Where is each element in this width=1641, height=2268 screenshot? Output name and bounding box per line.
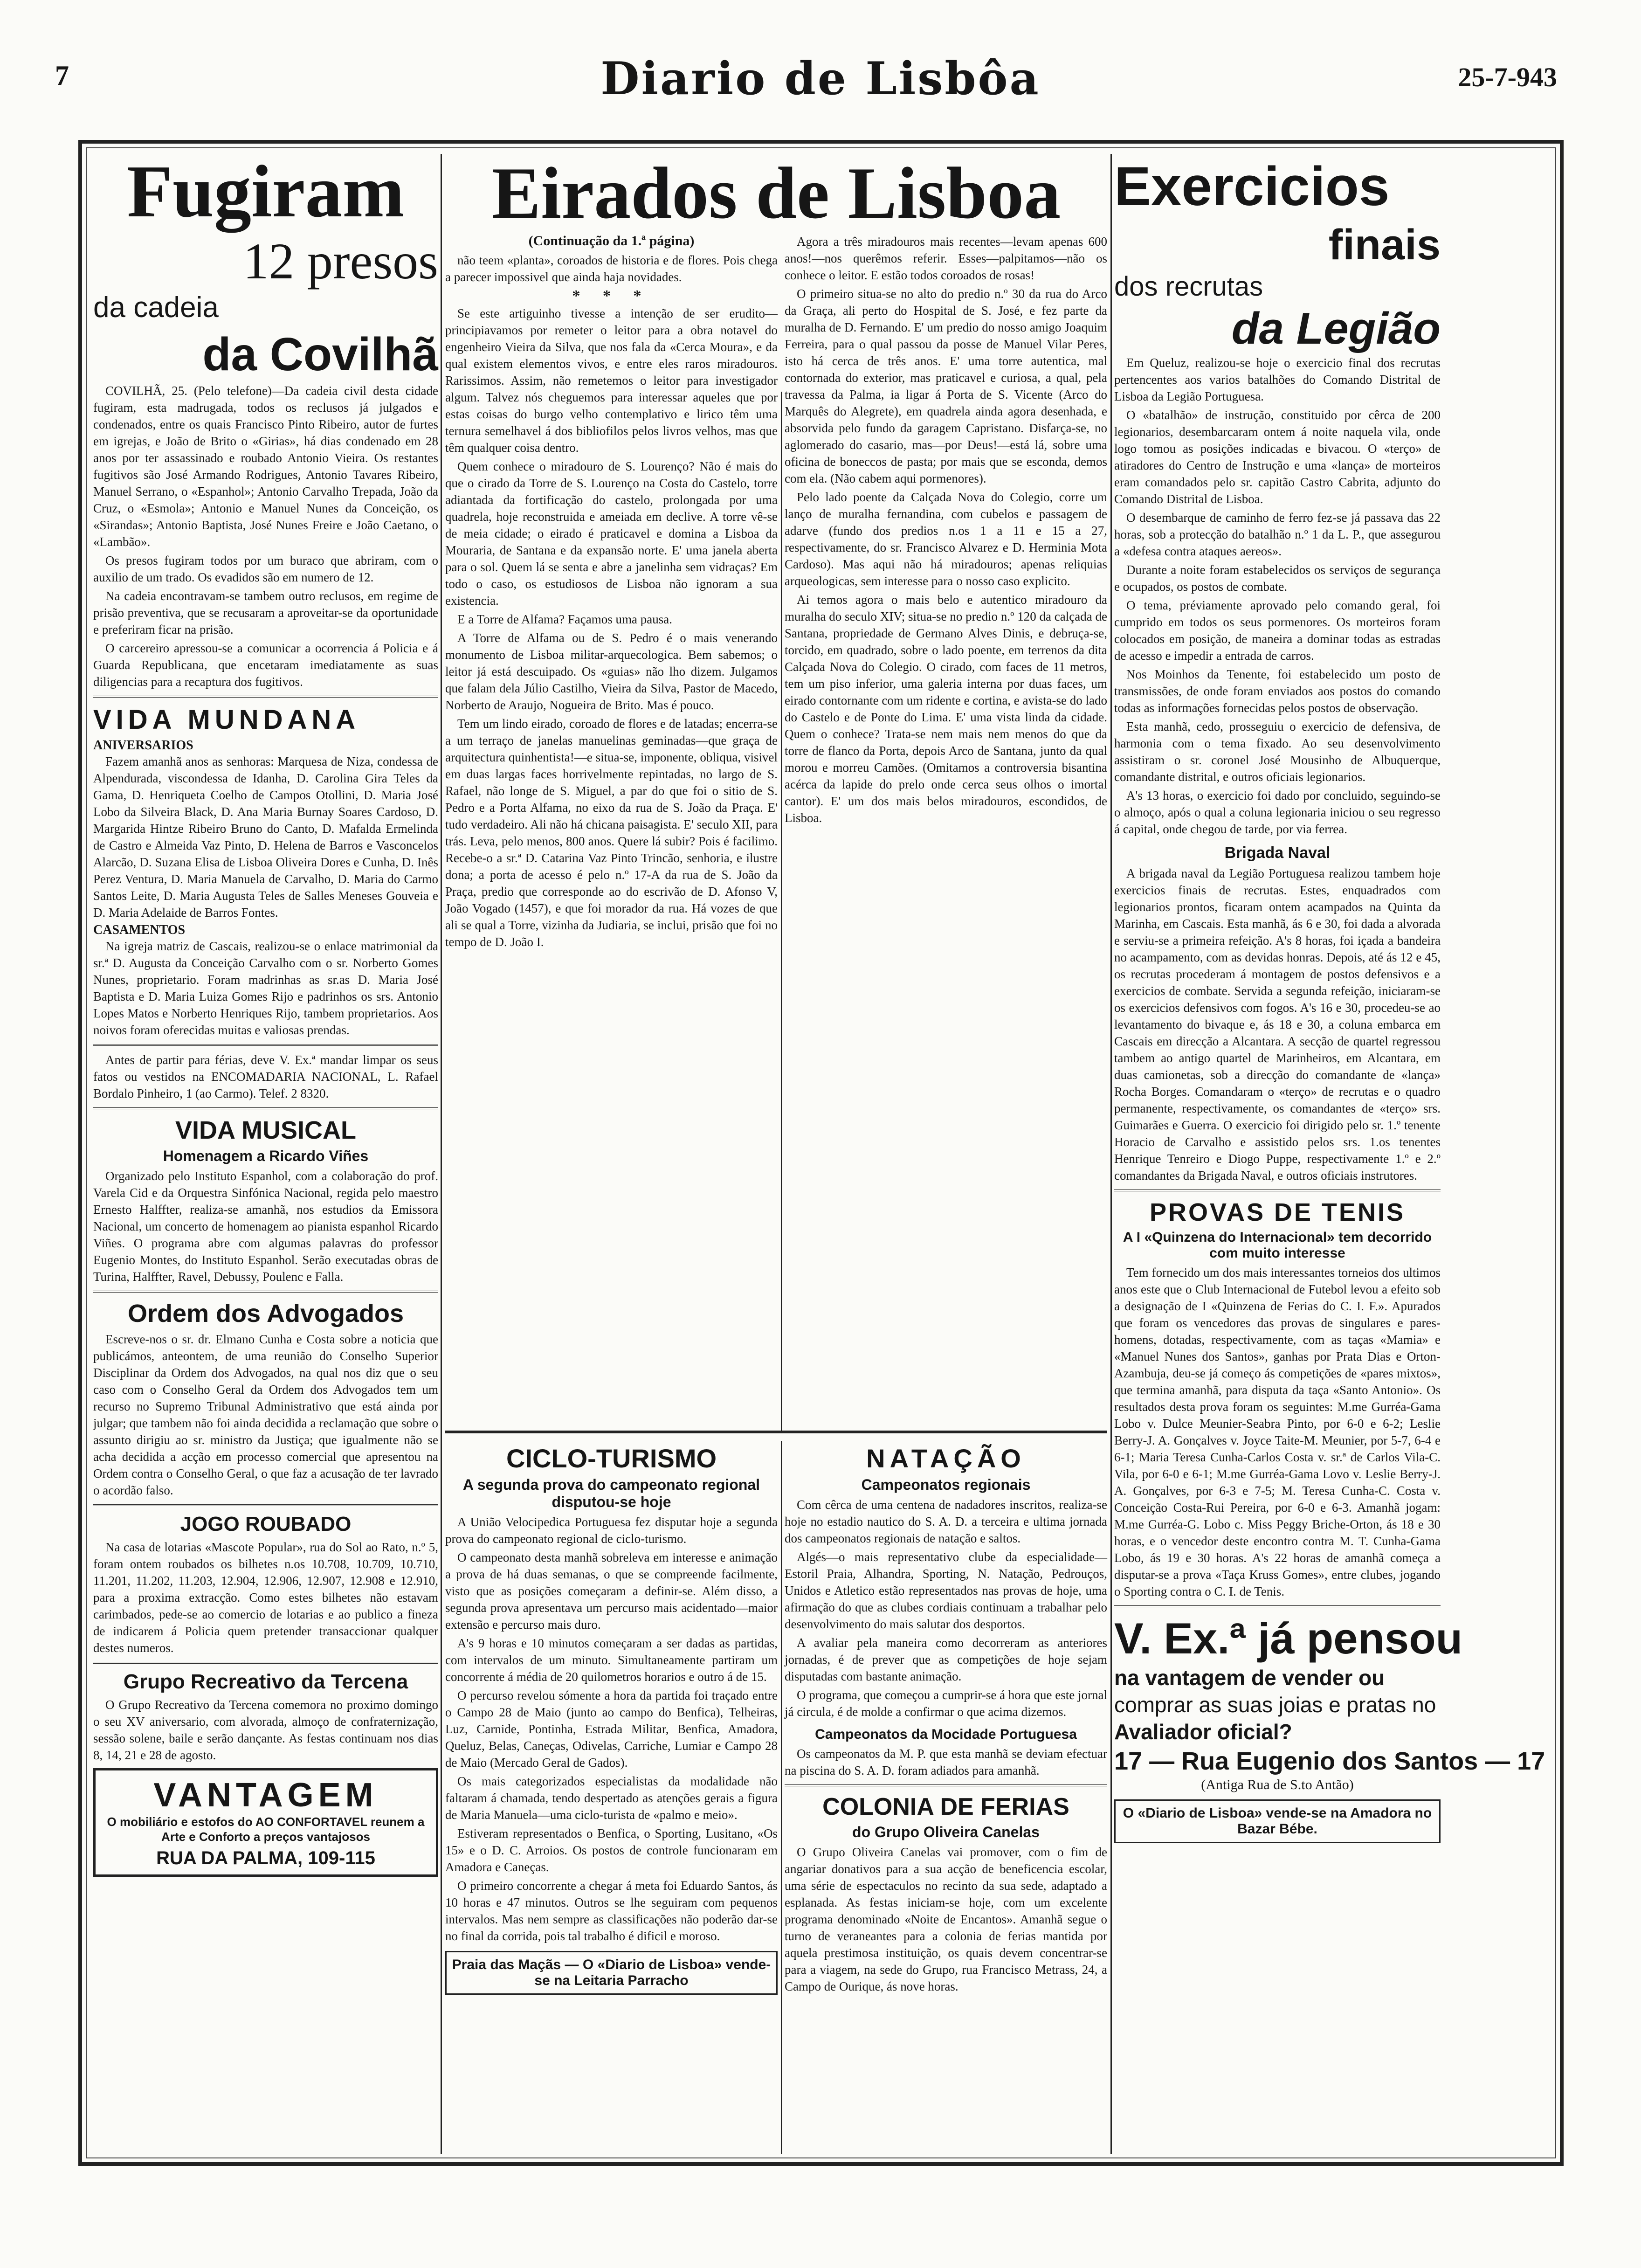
- eirados-title: Eirados de Lisboa: [491, 152, 1061, 234]
- avaliador-line-1: V. Ex.ª já pensou: [1114, 1614, 1463, 1663]
- exercicios-paragraph: A's 13 horas, o exercicio foi dado por concluido, seguindo-se o almoço, após o qual a coluna legionaria iniciou o seu regresso á capital, onde chegou de tarde, por via ferrea.: [1114, 788, 1441, 836]
- ciclo-turismo-subtitle: A segunda prova do campeonato regional disputou-se hoje: [462, 1476, 760, 1510]
- grupo-tercena-text: O Grupo Recreativo da Tercena comemora no proximo domingo o seu XV aniversario, com alvorada, almoço de confraternização, sessão solene, baile e serão dançante. As festas continuam nos dias 8, 14, 21 e 28 de agosto.: [93, 1698, 438, 1762]
- ciclo-paragraph: O primeiro concorrente a chegar á meta foi Eduardo Santos, ás 10 horas e 47 minutos. Outros se lhe seguiram com pequenos intervalos. Mas nem sempre as classificações não poderão dar-se no final da corrida, pois tal trabalho é dificil e moroso.: [445, 1879, 778, 1943]
- fugiram-paragraph: Na cadeia encontravam-se tambem outro reclusos, em regime de prisão preventiva, que se recusaram a aproveitar-se da oportunidade e preferiram ficar na prisão.: [93, 589, 438, 636]
- section-divider: [1114, 1605, 1441, 1607]
- avaliador-line-2: na vantagem de vender ou: [1114, 1666, 1385, 1690]
- column-3: [785, 233, 1107, 1483]
- eirados-paragraph: O primeiro situa-se no alto do predio n.º 30 da rua do Arco da Graça, ali perto do Hospital de S. José, e fez parte da muralha de D. Fernando. E' um predio do nosso amigo Joaquim Ferreira, para o qual passou da posse de Manuel Vilar Peres, isto há cerca de três anos. E' uma torre autentica, mal contornada do exterior, mas praticavel e curiosa, a qual, pela travessa da Palma, ia ligar á Porta de S. Vicente (Arco do Marquês do Alegrete), em quadrela ainda agora desenhada, e absorvida pelo fundo da garagem Capristano. Disfarça-se, no aglomerado do casario, mas—por Deus!—está lá, sobre uma oficina de boneccos de pasta; por mais que se esconda, demos com ela. (Não cabem aqui pormenores).: [785, 287, 1107, 485]
- section-divider: [93, 1044, 438, 1046]
- ordem-advogados-title: Ordem dos Advogados: [127, 1300, 404, 1328]
- section-divider: [785, 1784, 1107, 1786]
- exercicios-subtitle-2: dos recrutas: [1114, 271, 1263, 302]
- praia-macas-notice: Praia das Maçãs — O «Diario de Lisboa» vende-se na Leitaria Parracho: [445, 1951, 778, 1995]
- grupo-tercena-title: Grupo Recreativo da Tercena: [123, 1670, 408, 1693]
- vida-musical-subtitle: Homenagem a Ricardo Viñes: [163, 1148, 369, 1164]
- eirados-paragraph: Ai temos agora o mais belo e autentico miradouro da muralha do seculo XIV; situa-se no predio n.º 120 da calçada de Santana, propriedade de Germano Alves Dinis, e debruça-se, torcido, em quadrado, sobre o lado poente, em terrenos da dita Calçada Nova do Colegio. O cirado, com faces de 11 metros, tem um piso inferior, uma galeria interna por duas faces, um eirado contornante com um ridente e cortina, e avista-se do lado do Castelo e de Ponte do Lima. E' uma vista linda da cidade. Quem o conhece? Trata-se nem mais nem menos do que da torre de flanco da Porta, depois Arco de Santana, junto da qual morou e morreu Camões. (Omitamos a controversia bisantina acérca da lapide do prelo onde cerca seus olhos o imortal cantor). E' um dos mais belos miradouros, escondidos, de Lisboa.: [785, 593, 1107, 825]
- vantagem-text: O mobiliário e estofos do AO CONFORTAVEL reunem a Arte e Conforto a preços vantajosos: [107, 1815, 425, 1844]
- exercicios-paragraph: O desembarque de caminho de ferro fez-se já passava das 22 horas, sob a protecção do batalhão n.º 1 da L. P., que assegurou a «defesa contra ataques aereos».: [1114, 511, 1441, 558]
- amadora-notice: O «Diario de Lisboa» vende-se na Amadora no Bazar Bébe.: [1114, 1799, 1441, 1843]
- avaliador-address-note: (Antiga Rua de S.to Antão): [1201, 1777, 1354, 1792]
- provas-tenis-text: Tem fornecido um dos mais interessantes torneios dos ultimos anos este que o Club Internacional de Futebol levou a efeito sob a designação de I «Quinzena de Ferias do C. I. F.». Apurados que foram os vencedores das provas de singulares e pares-homens, dotadas, respectivamente, com as taças «Mamia» e «Manuel Nunes dos Santos», ganhas por Prata Dias e Orton-Azambuja, deu-se já começo ás competições de «pares mixtos», que termina amanhã, para disputa da taça «Santo Antonio». Os resultados desta prova foram os seguintes: M.me Gurréa-Gama Lobo v. Dulce Meunier-Seabra Pinto, por 6-0 e 6-2; Leslie Berry-J. A. Gonçalves v. Joyce Taite-M. Meunier, por 5-7, 6-4 e 6-1; Maria Teresa Cunha-Carlos Costa v. sr.ª de Carlos Vila-C. Vila, por 6-0 e 6-1; M.me Gurréa-Gama Lovo v. Leslie Berry-J. A. Gonçalves, por 6-3 e 7-5; M. Teresa Cunha-C. Costa v. Conceição Costa-Rui Pereira, por 6-0 e 6-3. Amanhã jogam: M.me Gurréa-G. Lobo c. Miss Peggy Briche-Orton, ás 18 e 30 horas, e o vencedor deste encontro contra M. T. Cunha-Gama Lobo, ás 19 e 30 horas. A's 22 horas de amanhã começa a disputar-se a prova «Taça Kruss Gomes», entre clubes, jogando o Sporting contra o C. I. de Tenis.: [1114, 1265, 1441, 1598]
- section-divider: [1114, 1189, 1441, 1191]
- ciclo-paragraph: A's 9 horas e 10 minutos começaram a ser dadas as partidas, com intervalos de um minuto. Simultaneamente partiram um concorrente á média de 20 quilometros horarios e outro á de 15.: [445, 1636, 778, 1684]
- column-rule: [441, 154, 442, 2154]
- vantagem-ad: [93, 1768, 438, 1877]
- eirados-paragraph: E a Torre de Alfama? Façamos uma pausa.: [457, 612, 672, 626]
- ordem-advogados-text: Escreve-nos o sr. dr. Elmano Cunha e Costa sobre a noticia que publicámos, anteontem, de uma reunião do Conselho Superior Disciplinar da Ordem dos Advogados, na qual nos diz que o seu caso com o Conselho Geral da Ordem dos Advogados tem um recurso no Supremo Tribunal Administrativo que está ainda por julgar; que tambem não foi ainda decidida a reclamação que sobre o assunto dirigiu ao sr. ministro da Justiça; que igualmente não se acha decidida a acção em processo comercial que apresentou na Ordem contra o Conselho Geral, o que faz a acusação de ter lavrado o acordão falso.: [93, 1332, 438, 1497]
- vida-musical-title: VIDA MUSICAL: [175, 1116, 356, 1144]
- natacao-section: [785, 1443, 1107, 2154]
- column-rule: [781, 1441, 782, 2154]
- exercicios-subtitle-3: da Legião: [1231, 304, 1441, 353]
- brigada-naval-title: Brigada Naval: [1224, 844, 1331, 862]
- eirados-continuation: (Continuação da 1.ª página): [528, 233, 695, 249]
- exercicios-subtitle: finais: [1328, 221, 1441, 269]
- aniversarios-label: ANIVERSARIOS: [93, 738, 193, 753]
- natacao-subtitle: Campeonatos regionais: [861, 1476, 1031, 1493]
- section-divider: [93, 1107, 438, 1109]
- section-divider: [93, 1504, 438, 1506]
- eirados-paragraph: A Torre de Alfama ou de S. Pedro é o mais venerando monumento de Lisboa militar-arquecologica. Bem sabemos; o leitor já está descuipado. Os «guias» não lho dizem. Julgamos que falam dela Júlio Castilho, Vieira da Silva, Pastor de Macedo, Norberto de Araujo, Nogueira de Brito. Mas é pouco.: [445, 631, 778, 712]
- page-header: [0, 0, 1641, 135]
- casamentos-label: CASAMENTOS: [93, 923, 186, 937]
- exercicios-paragraph: Em Queluz, realizou-se hoje o exercicio final dos recrutas pertencentes aos varios batalhões do Comando Distrital de Lisboa da Legião Portuguesa.: [1114, 356, 1441, 403]
- avaliador-line-3: comprar as suas joias e pratas no: [1114, 1693, 1436, 1717]
- encomadaria-ad: Antes de partir para férias, deve V. Ex.ª mandar limpar os seus fatos ou vestidos na ENCOMADARIA NACIONAL, L. Rafael Bordalo Pinheiro, 1 (ao Carmo). Telef. 2 8320.: [93, 1053, 438, 1100]
- avaliador-line-3b: Avaliador oficial?: [1114, 1720, 1292, 1744]
- ciclo-paragraph: O campeonato desta manhã sobreleva em interesse e animação a prova de há duas semanas, o que se compreende facilmente, visto que as posições começaram a definir-se. Além disso, a segunda prova apresentava um percurso mais acidentado—maior extensão e percurso mais duro.: [445, 1550, 778, 1632]
- ciclo-paragraph: Estiveram representados o Benfica, o Sporting, Lusitano, «Os 15» e o D. C. Arroios. Os postos de controle funcionaram em Amadora e Caneças.: [445, 1826, 778, 1874]
- provas-tenis-title: PROVAS DE TENIS: [1149, 1198, 1406, 1226]
- horizontal-rule: [445, 1431, 1107, 1433]
- eirados-paragraph: não teem «planta», coroados de historia e de flores. Pois chega a parecer impossivel que ainda haja novidades.: [445, 253, 778, 284]
- exercicios-title: Exercicios: [1114, 156, 1390, 217]
- ciclo-paragraph: A União Velocipedica Portuguesa fez disputar hoje a segunda prova do campeonato regional de ciclo-turismo.: [445, 1515, 778, 1546]
- brigada-naval-text: A brigada naval da Legião Portuguesa realizou tambem hoje exercicios finais de recrutas. Estes, enquadrados com legionarios prontos, ficaram ontem acampados na Quinta da Marinha, em Cascais. Esta manhã, ás 6 e 30, foi dada a alvorada e serviu-se a primeira refeição. A's 8 horas, foi içada a bandeira no acampamento, com as devidas honras. Depois, até ás 12 e 45, os recrutas procederam á montagem de postos defensivos e a exercicios de combate. Servida a segunda refeição, iniciaram-se os exercicios defensivos com fogos. A's 16 e 30, procedeu-se ao levantamento do bivaque e, ás 18 e 30, a coluna embarca em Cascais em direcção a Alcantara. A secção de quartel regressou tambem ao antigo quartel de Marinheiros, em Alcantara, em duas camionetas, sob a direcção do comandante de «lança» Rocha Borges. Comandaram o «terço» de recrutas e o quadro permanente, respectivamente, os comandantes de «terço» srs. Guimarães e Guerra. O exercicio foi dirigido pelo sr. 1.º tenente Horacio de Carvalho e assistido pelos srs. 1.os tenentes Henrique Tenreiro e Diogo Puppe, respectivamente 1.º e 2.º comandantes da Brigada Naval, e outros oficiais instrutores.: [1114, 866, 1441, 1182]
- ciclo-turismo-title: CICLO-TURISMO: [506, 1444, 717, 1473]
- exercicios-paragraph: Durante a noite foram estabelecidos os serviços de segurança e ocupados, os postos de combate.: [1114, 563, 1441, 594]
- fugiram-paragraph: Os presos fugiram todos por um buraco que abriram, com o auxilio de um trado. Os evadidos são em numero de 12.: [93, 553, 438, 584]
- natacao-paragraph: O programa, que começou a cumprir-se á hora que este jornal já circula, é de molde a confirmar o que acima dizemos.: [785, 1688, 1107, 1719]
- mocidade-text: Os campeonatos da M. P. que esta manhã se deviam efectuar na piscina do S. A. D. foram adiados para amanhã.: [785, 1747, 1107, 1777]
- section-divider: [93, 1662, 438, 1664]
- exercicios-paragraph: O tema, préviamente aprovado pelo comando geral, foi cumprido em todos os seus pormenores. Os morteiros foram colocados em posição, de maneira a dominar todas as estradas de acesso e impedir a entrada de carros.: [1114, 598, 1441, 663]
- ciclo-paragraph: O percurso revelou sómente a hora da partida foi traçado entre o Campo 28 de Maio (junto ao campo do Benfica), Telheiras, Luz, Carnide, Pontinha, Estrada Militar, Benfica, Amadora, Queluz, Belas, Caneças, Odivelas, Carriche, Lumiar e Campo 28 de Maio (Mercado Geral de Gados).: [445, 1688, 778, 1770]
- section-divider: [93, 1291, 438, 1293]
- avaliador-ad: [1114, 1613, 1545, 1843]
- vida-musical-text: Organizado pelo Instituto Espanhol, com a colaboração do prof. Varela Cid e da Orquestra Sinfónica Nacional, regida pelo maestro Ernesto Halffter, realiza-se amanhã, nos estudios da Emissora Nacional, um concerto de homenagem ao pianista espanhol Ricardo Viñes. O programa abre com algumas palavras do professor Eugenio Montes, do Instituto Espanhol. Serão executadas obras de Turina, Halffter, Ravel, Debussy, Poulenc e Falla.: [93, 1169, 438, 1284]
- exercicios-paragraph: Nos Moinhos da Tenente, foi estabelecido um posto de transmissões, de onde foram enviados aos postos do comando todas as informações fornecidas pelos postos de observação.: [1114, 667, 1441, 715]
- provas-tenis-subtitle: A I «Quinzena do Internacional» tem decorrido com muito interesse: [1123, 1230, 1432, 1261]
- ciclo-paragraph: Os mais categorizados especialistas da modalidade não faltaram á chamada, tendo despertado as atenções gerais a figura de Maria Manuela—uma ciclo-turista de «palmo e meio».: [445, 1774, 778, 1822]
- vida-mundana-title: VIDA MUNDANA: [93, 705, 360, 735]
- vantagem-title: VANTAGEM: [153, 1777, 378, 1814]
- section-divider: [93, 696, 438, 698]
- avaliador-address: 17 — Rua Eugenio dos Santos — 17: [1114, 1747, 1545, 1775]
- eirados-paragraph: Agora a três miradouros mais recentes—levam apenas 600 anos!—nos querêmos referir. Esses—palpitamos—não os conhece o leitor. E estão todos coroados de rosas!: [785, 235, 1107, 282]
- natacao-paragraph: A avaliar pela maneira como decorreram as anteriores jornadas, é de prever que as competições de hoje sejam disputadas com bastante animação.: [785, 1636, 1107, 1683]
- mocidade-subtitle: Campeonatos da Mocidade Portuguesa: [815, 1727, 1077, 1742]
- asterisk-divider: * * *: [572, 287, 651, 304]
- exercicios-paragraph: Esta manhã, cedo, prosseguiu o exercicio de defensiva, de harmonia com o tema fixado. Ao seu desenvolvimento assistiram o sr. coronel José Mousinho de Albuquerque, comandante distrital, e outros oficiais legionarios.: [1114, 719, 1441, 784]
- colonia-text: O Grupo Oliveira Canelas vai promover, com o fim de angariar donativos para a sua acção de beneficencia escolar, uma série de espectaculos no recinto da sua sede, adaptado a esplanada. As festas iniciam-se hoje, com um excelente programa denominado «Noite de Encantos». Amanhã segue o turno de veraneantes para a colonia de ferias mantida por aquela prestimosa instituição, os quais devem concentrar-se para a viagem, na sede do Grupo, rua Francisco Metrass, 24, a Campo de Ourique, ás nove horas.: [785, 1845, 1107, 1993]
- fugiram-subtitle-2: da cadeia: [93, 291, 219, 324]
- eirados-paragraph: Quem conhece o miradouro de S. Lourenço? Não é mais do que o cirado da Torre de S. Lourenço na Costa do Castelo, torre adiantada da fortificação do castelo, prolongada por uma quadrela, hoje reconstruida e ameiada em declive. A torre vê-se de meia cidade; o eirado é praticavel e domina a Lisboa da Mouraria, de Santana e da expansão norte. E' uma janela aberta para o sol. Quem lá se senta e abre a janelinha sem vidraças? Em todo o caso, os estudiosos de Lisboa não ignoram a sua existencia.: [445, 459, 778, 608]
- fugiram-subtitle-3: da Covilhã: [202, 328, 438, 380]
- exercicios-paragraph: O «batalhão» de instrução, constituido por cêrca de 200 legionarios, desembarcaram ontem á noite naquela vila, onde logo tomou as posições indicadas e bivacou. O «terço» de atiradores do Centro de Instrução e uma «lança» de morteiros eram comandados pelo sr. capitão Castro Cabrita, adjunto do Comando Distrital de Lisboa.: [1114, 408, 1441, 506]
- casamentos-text: Na igreja matriz de Cascais, realizou-se o enlace matrimonial da sr.ª D. Augusta da Conceição Carvalho com o sr. Norberto Gomes Nunes, proprietario. Foram madrinhas as sr.as D. Maria José Baptista e D. Maria Luiza Gomes Rijo e padrinhos os srs. Antonio Lopes Matos e Norberto Henriques Rijo, tambem proprietarios. Aos noivos foram oferecidas muitas e valiosas prendas.: [93, 939, 438, 1037]
- eirados-paragraph: Tem um lindo eirado, coroado de flores e de latadas; encerra-se a um terraço de janelas manuelinas geminadas—que graça de arquitectura quinhentista!—e situa-se, imponente, obliqua, visivel em duas largas faces horrivelmente repintadas, no largo de S. Rafael, não longe de S. Miguel, a par do que foi o sitio de S. Pedro e a Porta Alfama, no eixo da rua de S. João da Praça. E' tudo verdadeiro. Ali não há chicana paisagista. E' seculo XII, para trás. Leva, pelo menos, 800 anos. Quere lá subir? Pois é facilimo. Recebe-o a sr.ª D. Catarina Vaz Pinto Trincão, senhoria, e ilustre dona; a porta de acesso é pelo n.º 17-A da rua de S. João da Praça, predio que corresponde ao do escrivão de D. Afonso V, João Vogado (1457), e que foi morador da rua. Há vozes de que ali se qual a Torre, vizinha da Judiaria, se inclui, prisão que foi no tempo de D. João I.: [445, 717, 778, 949]
- column-rule: [1110, 154, 1112, 2154]
- fugiram-subtitle-1: 12 presos: [243, 233, 438, 290]
- page-number: 7: [55, 60, 69, 91]
- fugiram-title: Fugiram: [127, 150, 405, 233]
- natacao-title: NATAÇÃO: [866, 1444, 1026, 1473]
- vantagem-address: RUA DA PALMA, 109-115: [156, 1848, 375, 1868]
- colonia-subtitle: do Grupo Oliveira Canelas: [852, 1824, 1040, 1840]
- column-rule: [781, 392, 782, 1431]
- eirados-paragraph: Pelo lado poente da Calçada Nova do Colegio, corre um lanço de muralha fernandina, com cubelos e passagem de adarve (fundo dos predios n.os 1 a 11 e 15 a 27, respectivamente, do sr. Francisco Alvarez e D. Herminia Mota Cardoso). Mas aqui não há miradouros; apenas reliquias arqueologicas, sem interesse para o nosso caso explicito.: [785, 490, 1107, 588]
- jogo-roubado-title: JOGO ROUBADO: [180, 1513, 352, 1535]
- masthead: Diario de Lisbôa: [600, 52, 1041, 105]
- column-2: [445, 233, 778, 1483]
- aniversarios-text: Fazem amanhã anos as senhoras: Marquesa de Niza, condessa de Alpendurada, viscondessa de Idanha, D. Carolina Gira Teles da Gama, D. Henriqueta Coelho de Campos Otollini, D. Maria José Lobo da Silveira Black, D. Ana Maria Burnay Soares Cardoso, D. Margarida Hintze Ribeiro Bruno do Canto, D. Mafalda Ermelinda de Castro e Almeida Vaz Pinto, D. Helena de Barros e Vasconcelos Alarcão, D. Suzana Elisa de Lisboa Oliveira Dores e Cunha, D. Inês Perez Ventura, D. Maria Manuela de Carvalho, D. Maria do Carmo Santos Leite, D. Maria Augusta Teles de Salles Meneses Gouveia e D. Maria Adelaide de Barros Fontes.: [93, 754, 438, 920]
- eirados-paragraph: Se este artiguinho tivesse a intenção de ser erudito—principiavamos por remeter o leitor para a obra notavel do engenheiro Vieira da Silva, que nos fala da «Cerca Moura», e da qual existem elementos vivos, e entre eles raros miradouros. Rarissimos. Assim, não remetemos o leitor para investigador algum. Talvez nós cheguemos para interessar aqueles que por estas coisas do burgo velho contemplativo e lirico têm uma ternura semelhavel á dos bibliofilos pelos livros velhos, mas que têm qualquer coisa dentro.: [445, 306, 778, 455]
- ciclo-turismo-section: [445, 1443, 778, 2154]
- issue-date: 25-7-943: [1458, 62, 1557, 92]
- column-4: [1114, 154, 1545, 2154]
- jogo-roubado-text: Na casa de lotarias «Mascote Popular», rua do Sol ao Rato, n.º 5, foram ontem roubados os bilhetes n.os 10.708, 10.709, 10.710, 11.201, 11.202, 11.203, 12.904, 12.906, 12.907, 12.908 e 12.910, para a proxima extracção. Como estes bilhetes não estavam carimbados, pede-se ao comercio de lotarias e ao publico a fineza de indicarem á Policia quem pretender transaccionar qualquer destes numeros.: [93, 1540, 438, 1655]
- natacao-paragraph: Algés—o mais representativo clube da especialidade—Estoril Praia, Alhandra, Sporting, N. Natação, Pedrouços, Unidos e Atletico estão representados nas provas de hoje, uma afirmação do que as clubes cordiais continuam a trabalhar pelo desenvolvimento do mais salutar dos desportos.: [785, 1550, 1107, 1631]
- fugiram-paragraph: COVILHÃ, 25. (Pelo telefone)—Da cadeia civil desta cidade fugiram, esta madrugada, todos os reclusos já julgados e condenados, entre os quais Francisco Pinto Ribeiro, autor de furtes em igrejas, e João de Brito o «Girias», há dias condenado em 28 anos por ter assassinado e roubado Antonio Vieira. Os restantes fugitivos são José Armando Rodrigues, Antonio Tavares Ribeiro, Manuel Serrano, o «Espanhol»; Antonio Carvalho Trepada, João da Cruz, o «Esmola»; Antonio e Manuel Nunes da Conceição, os «Sirandas»; Antonio Baptista, José Nunes Freire e João Caetano, o «Lambão».: [93, 384, 438, 549]
- fugiram-paragraph: O carcereiro apressou-se a comunicar a ocorrencia á Policia e á Guarda Republicana, que encetaram imediatamente as suas diligencias para a recaptura dos fugitivos.: [93, 641, 438, 689]
- colonia-title: COLONIA DE FERIAS: [822, 1793, 1069, 1820]
- natacao-paragraph: Com cêrca de uma centena de nadadores inscritos, realiza-se hoje no estadio nautico do S. A. D. a terceira e ultima jornada dos campeonatos regionais de natação e saltos.: [785, 1498, 1107, 1545]
- column-1: [93, 150, 438, 2154]
